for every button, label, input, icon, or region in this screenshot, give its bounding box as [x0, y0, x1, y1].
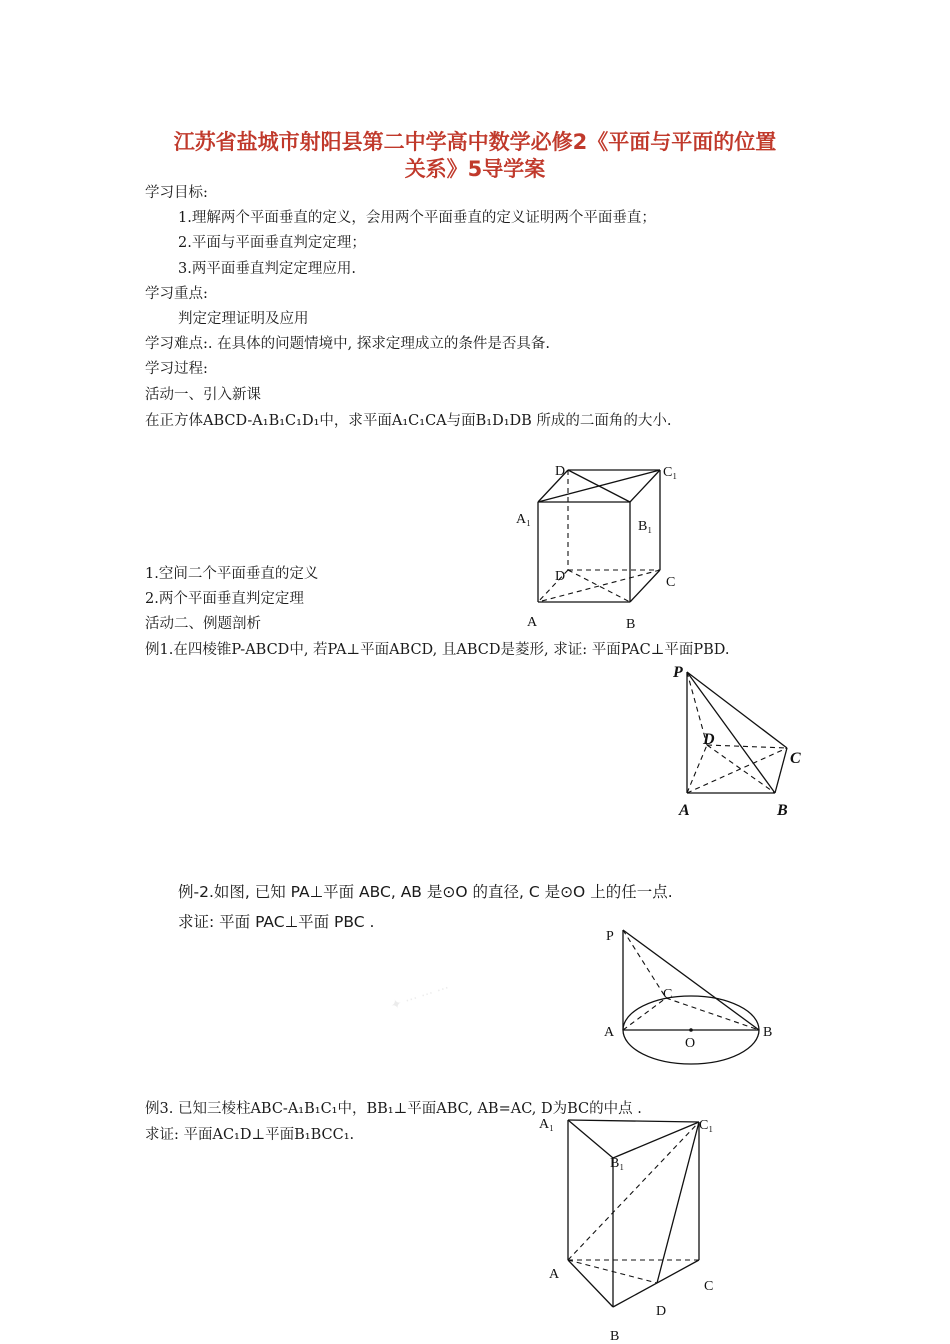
figure-cube: [510, 460, 700, 635]
prism-edge: [568, 1120, 699, 1122]
objective-item-3: 3.两平面垂直判定定理应用.: [178, 261, 356, 277]
figure-pyramid: [665, 660, 815, 820]
label-P: P: [606, 929, 614, 944]
activity1-item-1: 1.空间二个平面垂直的定义: [145, 566, 319, 582]
figure-prism: [530, 1110, 730, 1344]
label-O: O: [685, 1036, 696, 1051]
label-C: C: [663, 987, 673, 1002]
label-D: D: [555, 569, 566, 584]
example3-line-2: 求证: 平面AC₁D⊥平面B₁BCC₁.: [145, 1127, 355, 1143]
label-B: B: [626, 617, 636, 632]
pyramid-hidden-diagonal: [707, 745, 775, 793]
pyramid-edge: [687, 672, 775, 793]
segment-C1D: [657, 1122, 699, 1283]
activity2-heading: 活动二、例题剖析: [145, 616, 261, 632]
cube-edge: [630, 570, 660, 602]
objective-item-2: 2.平面与平面垂直判定定理；: [178, 235, 366, 251]
label-C: C: [666, 575, 676, 590]
segment-PC: [623, 930, 666, 998]
prism-edge: [613, 1260, 699, 1307]
label-A: A: [527, 615, 538, 630]
segment-BC: [666, 998, 759, 1030]
point-O: [689, 1028, 693, 1032]
pyramid-hidden-edge: [707, 745, 787, 748]
label-A: A: [549, 1267, 560, 1282]
key-points-text: 判定定理证明及应用: [178, 311, 309, 327]
segment-AC: [623, 998, 666, 1030]
prism-edge: [568, 1260, 613, 1307]
label-D: D: [703, 731, 715, 748]
key-points-heading: 学习重点:: [145, 286, 208, 302]
example3-line-1: 例3. 已知三棱柱ABC-A₁B₁C₁中，BB₁⊥平面ABC, AB=AC, D为BC的中点 .: [145, 1101, 642, 1117]
example1-text: 例1.在四棱锥P-ABCD中, 若PA⊥平面ABCD, 且ABCD是菱形, 求证: 平面PAC⊥平面PBD.: [145, 642, 730, 658]
process-heading: 学习过程:: [145, 361, 208, 377]
prism-edge: [613, 1122, 699, 1158]
watermark: ✦ ··· ··· ···: [389, 981, 452, 1014]
activity1-item-2: 2.两个平面垂直判定定理: [145, 591, 304, 607]
label-C: C: [704, 1279, 714, 1294]
label-A: A: [604, 1025, 615, 1040]
objective-item-1: 1.理解两个平面垂直的定义，会用两个平面垂直的定义证明两个平面垂直；: [178, 210, 656, 226]
pyramid-edge: [687, 672, 787, 748]
objectives-heading: 学习目标:: [145, 185, 208, 201]
label-C: C: [790, 750, 801, 767]
title-line-1: 江苏省盐城市射阳县第二中学高中数学必修2《平面与平面的位置: [173, 130, 777, 154]
figure-circle: [600, 925, 790, 1075]
segment-AC1: [568, 1122, 699, 1260]
segment-PB: [623, 930, 759, 1030]
label-B1: B₁: [638, 519, 653, 534]
label-A: A: [679, 802, 690, 819]
label-D1: D: [555, 464, 566, 479]
label-C1: C₁: [663, 465, 678, 480]
example2-line-1: 例-2.如图, 已知 PA⊥平面 ABC, AB 是⊙O 的直径, C 是⊙O 上的任一点.: [178, 883, 673, 901]
pyramid-edge: [775, 748, 787, 793]
label-C1: C₁: [699, 1118, 714, 1133]
title-line-2: 关系》5导学案: [404, 157, 546, 181]
label-B: B: [777, 802, 788, 819]
prism-edge: [568, 1120, 613, 1158]
activity1-problem: 在正方体ABCD-A₁B₁C₁D₁中，求平面A₁C₁CA与面B₁D₁DB 所成的二面角的大小.: [145, 413, 672, 429]
pyramid-hidden-diagonal: [687, 748, 787, 793]
label-B: B: [763, 1025, 773, 1040]
label-B1: B₁: [610, 1156, 625, 1171]
label-B: B: [610, 1329, 620, 1344]
difficulty-text: 学习难点:. 在具体的问题情境中, 探求定理成立的条件是否具备.: [145, 336, 550, 352]
activity1-heading: 活动一、引入新课: [145, 387, 261, 403]
label-A1: A₁: [539, 1117, 554, 1132]
label-D: D: [656, 1304, 667, 1319]
example2-line-2: 求证: 平面 PAC⊥平面 PBC .: [178, 913, 375, 931]
label-P: P: [673, 664, 683, 681]
label-A1: A₁: [516, 512, 531, 527]
cube-edge: [630, 470, 660, 502]
